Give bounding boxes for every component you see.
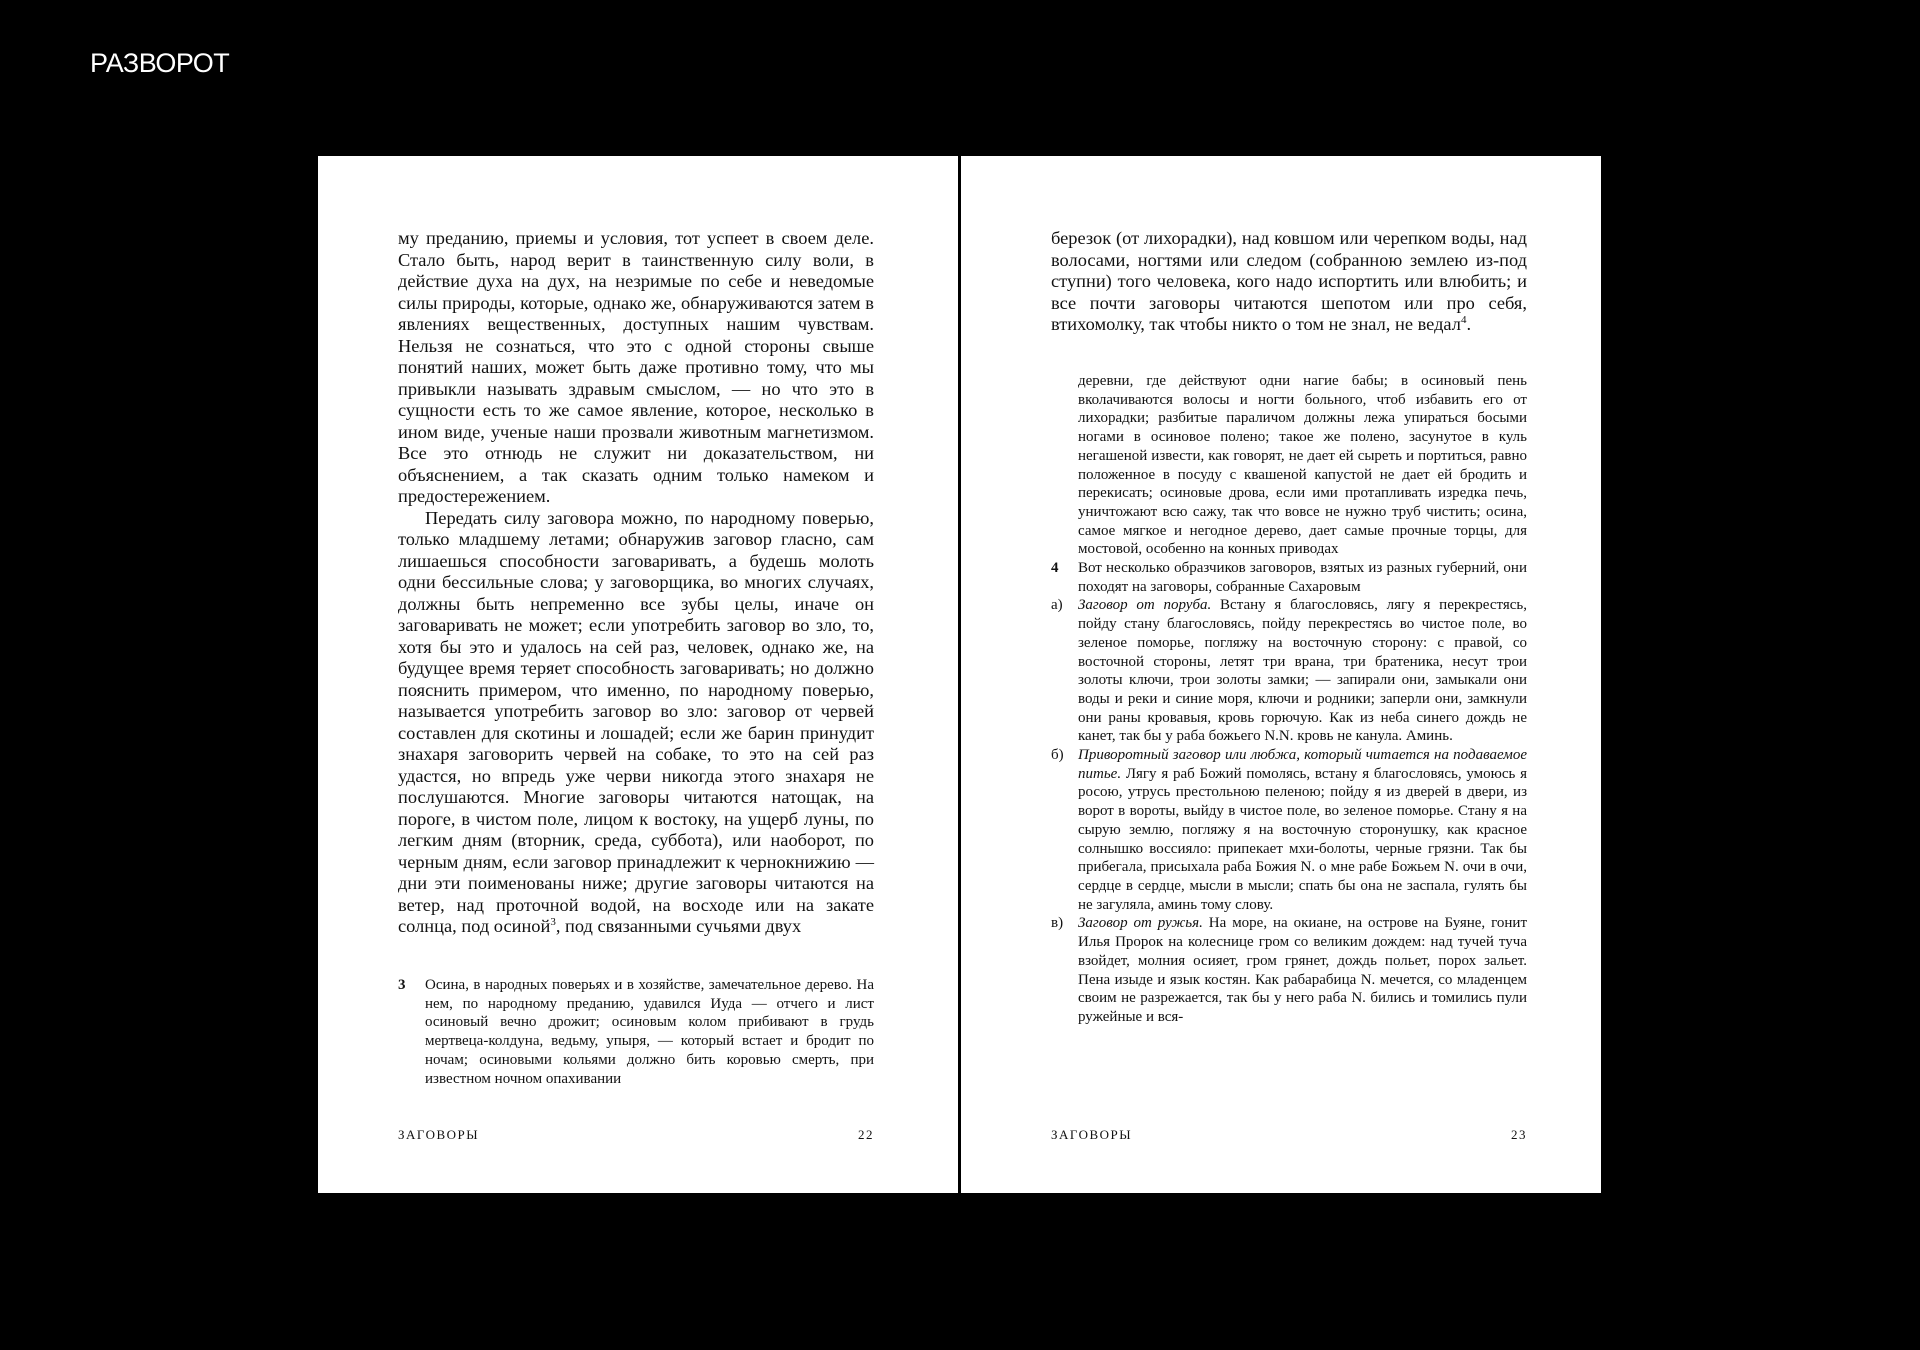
left-page-footer (398, 1127, 874, 1143)
item-a-text: Встану я благословясь, лягу я перекрестясь, пойду стану благословясь, пойду перекрестясь во чистое поле, во зеленое поморье, погляжу на восточную сторону: с правой, со восточной стороны, летят три врана, три братеника, несут трои золоты ключи, трои золоты замки; — запирали они, замыкали они воды и реки и синие моря, ключи и родники; заперли они, замкнули они раны кровавыя, кровь горючую. Как из неба синего дождь не канет, так бы у раба божьего N.N. кровь не канула. Аминь. (1078, 597, 1527, 745)
left-paragraph-2-tail: , под связанными сучьями двух (555, 916, 802, 936)
item-b-text: Лягу я раб Божий помолясь, встану я благословясь, умоюсь я росою, утрусь престольною пеленою; пойду я из дверей в двери, из ворот в вороты, выйду в чистое поле, во зеленое поморье. Стану я на сырую землю, погляжу я на восточную сторонушку, как красное солнышко воссияло: припекает мхи-болоты, черные грязни. Так бы прибегала, присыхала раба Божия N. о мне рабе Божьем N. очи в очи, сердце в сердце, мысли в мысли; спать бы она не заспала, гулять бы не загуляла, аминь тому слову. (1078, 765, 1527, 913)
item-c-title: Заговор от ружья. (1078, 915, 1203, 932)
right-paragraph-text: березок (от лихорадки), над ковшом или черепком воды, над волосами, ногтями или следом (собранною землею из-под ступни) того человека, кого надо испортить или влюбить; и все почти заговоры читаются шепотом или про себя, втихомолку, так чтобы никто о том не знал, не ведал (1051, 228, 1527, 334)
running-title: ЗАГОВОРЫ (398, 1127, 480, 1142)
item-a-body (1078, 596, 1527, 746)
footnote-3-text: Осина, в народных поверьях и в хозяйстве, замечательное дерево. На нем, по народному преданию, удавился Иуда — отчего и лист осиновый вечно дрожит; осиновым колом прибивают в грудь мертвеца-колдуна, ведьму, упыря, — который встает и бродит по ночам; осиновыми кольями должно бить коровью смерть, при известном ночном опахивании (425, 977, 874, 1087)
page-number: 23 (1511, 1127, 1527, 1142)
item-b-body (1078, 746, 1527, 914)
footnote-3-mark: 3 (398, 977, 406, 993)
left-body-text (398, 228, 874, 938)
left-paragraph-2 (398, 508, 874, 938)
footnote-item-b (1051, 746, 1527, 914)
right-body-text (1051, 228, 1527, 336)
left-paragraph-2-text: Передать силу заговора можно, по народному поверью, только младшему летами; обнаружив заговор гласно, сам лишаешься способности заговаривать, а будешь молоть одни бессильные слова; у заговорщика, во многих случаях, должны быть непременно все зубы целы, иначе он заговаривать не может; если употребить заговор во зло, то, хотя бы это и удалось на сей раз, человек, однако же, на будущее время теряет способность заговаривать; но должно пояснить примером, что именно, по народному поверью, называется употребить заговор во зло: заговор от червей составлен для скотины и лошадей; если же барин принудит знахаря заговорить червей на собаке, то это на сей раз удастся, но впредь уже черви никогда этого знахаря не послушаются. Многие заговоры читаются натощак, на пороге, в чистом поле, лицом к востоку, на ущерб луны, по легким дням (вторник, среда, суббота), или наоборот, по черным дням, если заговор принадлежит к чернокнижию — дни эти поименованы ниже; другие заговоры читаются на ветер, над проточной водой, на восходе или на закате солнца, под осиной (398, 507, 874, 936)
spread-label: РАЗВОРОТ (90, 48, 230, 78)
left-page (318, 156, 958, 1193)
page-number: 22 (858, 1127, 874, 1142)
item-a-title: Заговор от поруба. (1078, 597, 1212, 614)
footnote-item-c (1051, 914, 1527, 1026)
footnote-4 (1051, 559, 1527, 596)
footnote-4-mark: 4 (1051, 560, 1059, 577)
footnote-ref-4[interactable]: 4 (1460, 314, 1467, 326)
footnote-3 (398, 976, 874, 1088)
right-page-footer (1051, 1127, 1527, 1143)
left-paragraph-1: му преданию, приемы и условия, тот успеет в своем деле. Стало быть, народ верит в таинственную силу воли, в действие духа на дух, на незримые по себе и неведомые силы природы, которые, однако же, обнаруживаются затем в явлениях вещественных, доступных нашим чувствам. Нельзя не сознаться, что это с одной стороны свыше понятий наших, может быть даже противно тому, что мы привыкли называть здравым смыслом, — но что это в сущности есть то же самое явление, которое, несколько в ином виде, ученые наши прозвали животным магнетизмом. Все это отнюдь не служит ни доказательством, ни объяснением, а так сказать одним только намеком и предостережением. (398, 228, 874, 506)
right-footnotes (1051, 372, 1527, 1027)
footnote-3-continuation: деревни, где действуют одни нагие бабы; в осиновый пень вколачиваются волосы и ногти больного, чтоб избавить его от лихорадки; разбитые параличом должны лежа упираться босыми ногами в осиновое полено; такое же полено, засунутое в куль негашеной извести, как говорят, не дает ей сыреть и портиться, равно положенное в посуду с квашеной капустой не дает ей бродить и перекисать; осиновые дрова, если ими протапливать изредка печь, уничтожают всю сажу, так что вовсе не нужно труб чистить; осина, самое мягкое и негодное дерево, дает самые прочные торцы, для мостовой, особенно на конных приводах (1078, 373, 1527, 558)
right-paragraph-tail: . (1466, 314, 1472, 334)
running-title: ЗАГОВОРЫ (1051, 1127, 1133, 1142)
right-page (961, 156, 1601, 1193)
footnote-item-a (1051, 596, 1527, 746)
item-b-title: Приворотный заговор или любжа, который читается на подаваемое питье. (1078, 747, 1527, 782)
right-paragraph (1051, 228, 1527, 336)
item-a-mark: а) (1051, 597, 1063, 614)
left-footnotes (398, 976, 874, 1088)
item-c-body (1078, 914, 1527, 1026)
footnote-ref-3[interactable]: 3 (550, 916, 556, 928)
item-c-text: На море, на окиане, на острове на Буяне, гонит Илья Пророк на колеснице гром со великим дождем: над тучей туча взойдет, молния осияет, гром грянет, дождь польет, порох зальет. Пена изыде и язык костян. Как рабарабица N. мечется, со младенцем своим не разрежается, так бы у него раба N. бились и томились пули ружейные и вся- (1078, 915, 1527, 1025)
footnote-4-text: Вот несколько образчиков заговоров, взятых из разных губерний, они походят на заговоры, собранные Сахаровым (1078, 560, 1527, 595)
item-c-mark: в) (1051, 915, 1064, 932)
item-b-mark: б) (1051, 747, 1064, 764)
